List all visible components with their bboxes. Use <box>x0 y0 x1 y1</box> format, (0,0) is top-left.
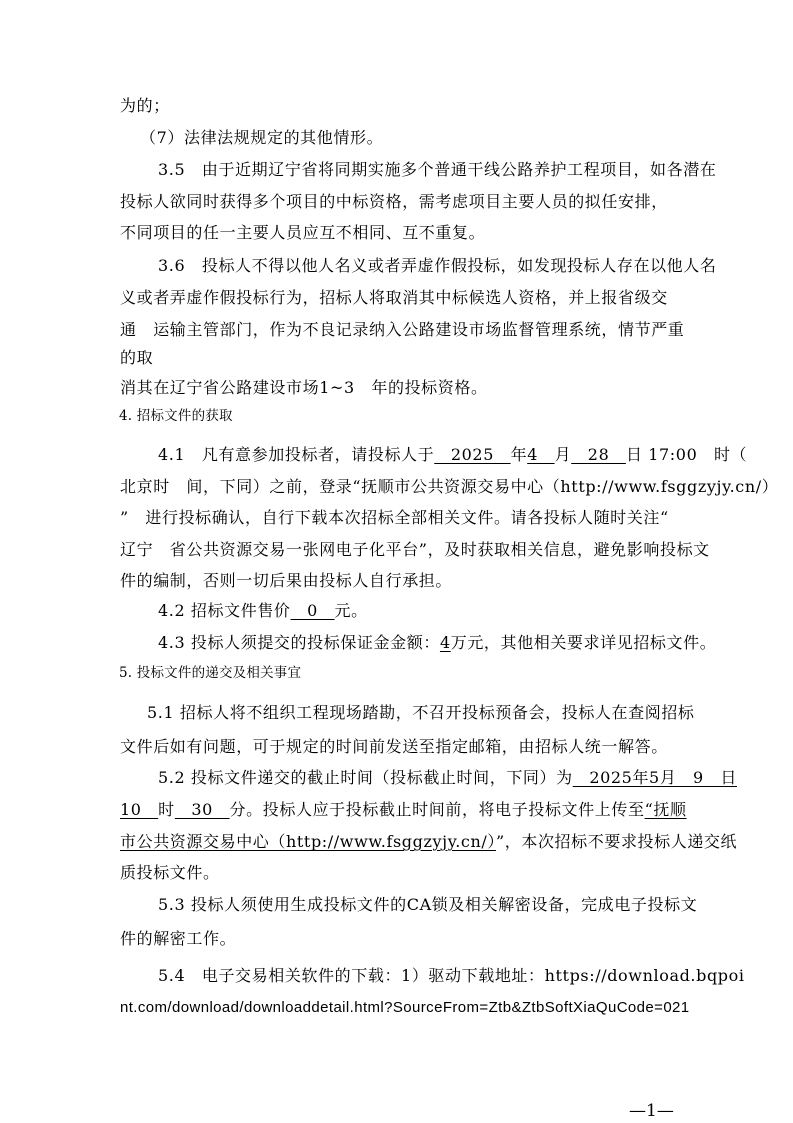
text-line: （7）法律法规规定的其他情形。 <box>140 128 384 147</box>
text-line: 4.3 投标人须提交的投标保证金金额：4万元，其他相关要求详见招标文件。 <box>158 633 717 652</box>
text-line: 4.2 招标文件售价 0 元。 <box>158 601 368 620</box>
text-line: 投标人欲同时获得多个项目的中标资格，需考虑项目主要人员的拟任安排， <box>120 192 668 211</box>
text-line: 义或者弄虚作假投标行为，招标人将取消其中标候选人资格，并上报省级交 <box>120 288 668 307</box>
text-line: 4.1 凡有意参加投标者，请投标人于 2025 年4 月 28 日 17:00 时（ <box>158 445 748 464</box>
section-heading-4: 4. 招标文件的获取 <box>119 408 233 424</box>
text-line: 北京时 间，下同）之前，登录“抚顺市公共资源交易中心（http://www.fsggzyjy.cn/） <box>120 477 779 496</box>
text-line: 文件后如有问题，可于规定的时间前发送至指定邮箱，由招标人统一解答。 <box>120 737 668 756</box>
text-line: 不同项目的任一主要人员应互不相同、互不重复。 <box>120 223 486 242</box>
text-line: 5.3 投标人须使用生成投标文件的CA锁及相关解密设备，完成电子投标文 <box>158 895 698 914</box>
text-line: 辽宁 省公共资源交易一张网电子化平台”，及时获取相关信息，避免影响投标文 <box>120 540 710 559</box>
text-line: 5.2 投标文件递交的截止时间（投标截止时间，下同）为 2025年5月 9 日 <box>158 768 738 787</box>
text-line: nt.com/download/downloaddetail.html?SourceFrom=Ztb&ZtbSoftXiaQuCode=021 <box>120 999 690 1016</box>
text-line: 质投标文件。 <box>120 863 220 882</box>
section-heading-5: 5. 投标文件的递交及相关事宜 <box>119 665 302 681</box>
text-line: 件的解密工作。 <box>120 929 237 948</box>
text-line: 5.4 电子交易相关软件的下载：1）驱动下载地址：https://download.bqpoi <box>158 966 745 985</box>
text-line: 通 运输主管部门，作为不良记录纳入公路建设市场监督管理系统，情节严重 <box>120 320 685 339</box>
text-line: 的取 <box>120 348 154 367</box>
page-number: —1— <box>629 1101 674 1121</box>
text-line: 市公共资源交易中心（http://www.fsggzyjy.cn/）”，本次招标不要求投标人递交纸 <box>120 832 738 851</box>
text-line: ” 进行投标确认，自行下载本次招标全部相关文件。请各投标人随时关注“ <box>120 508 669 527</box>
text-line: 件的编制，否则一切后果由投标人自行承担。 <box>120 571 453 590</box>
text-line: 为的； <box>120 96 170 115</box>
text-line: 3.5 由于近期辽宁省将同期实施多个普通干线公路养护工程项目，如各潜在 <box>158 160 717 179</box>
text-line: 3.6 投标人不得以他人名义或者弄虚作假投标，如发现投标人存在以他人名 <box>158 256 717 275</box>
text-line: 消其在辽宁省公路建设市场1~3 年的投标资格。 <box>120 378 488 397</box>
text-line: 5.1 招标人将不组织工程现场踏勘，不召开投标预备会，投标人在查阅招标 <box>147 703 695 722</box>
text-line: 10 时 30 分。投标人应于投标截止时间前，将电子投标文件上传至“抚顺 <box>120 800 687 819</box>
